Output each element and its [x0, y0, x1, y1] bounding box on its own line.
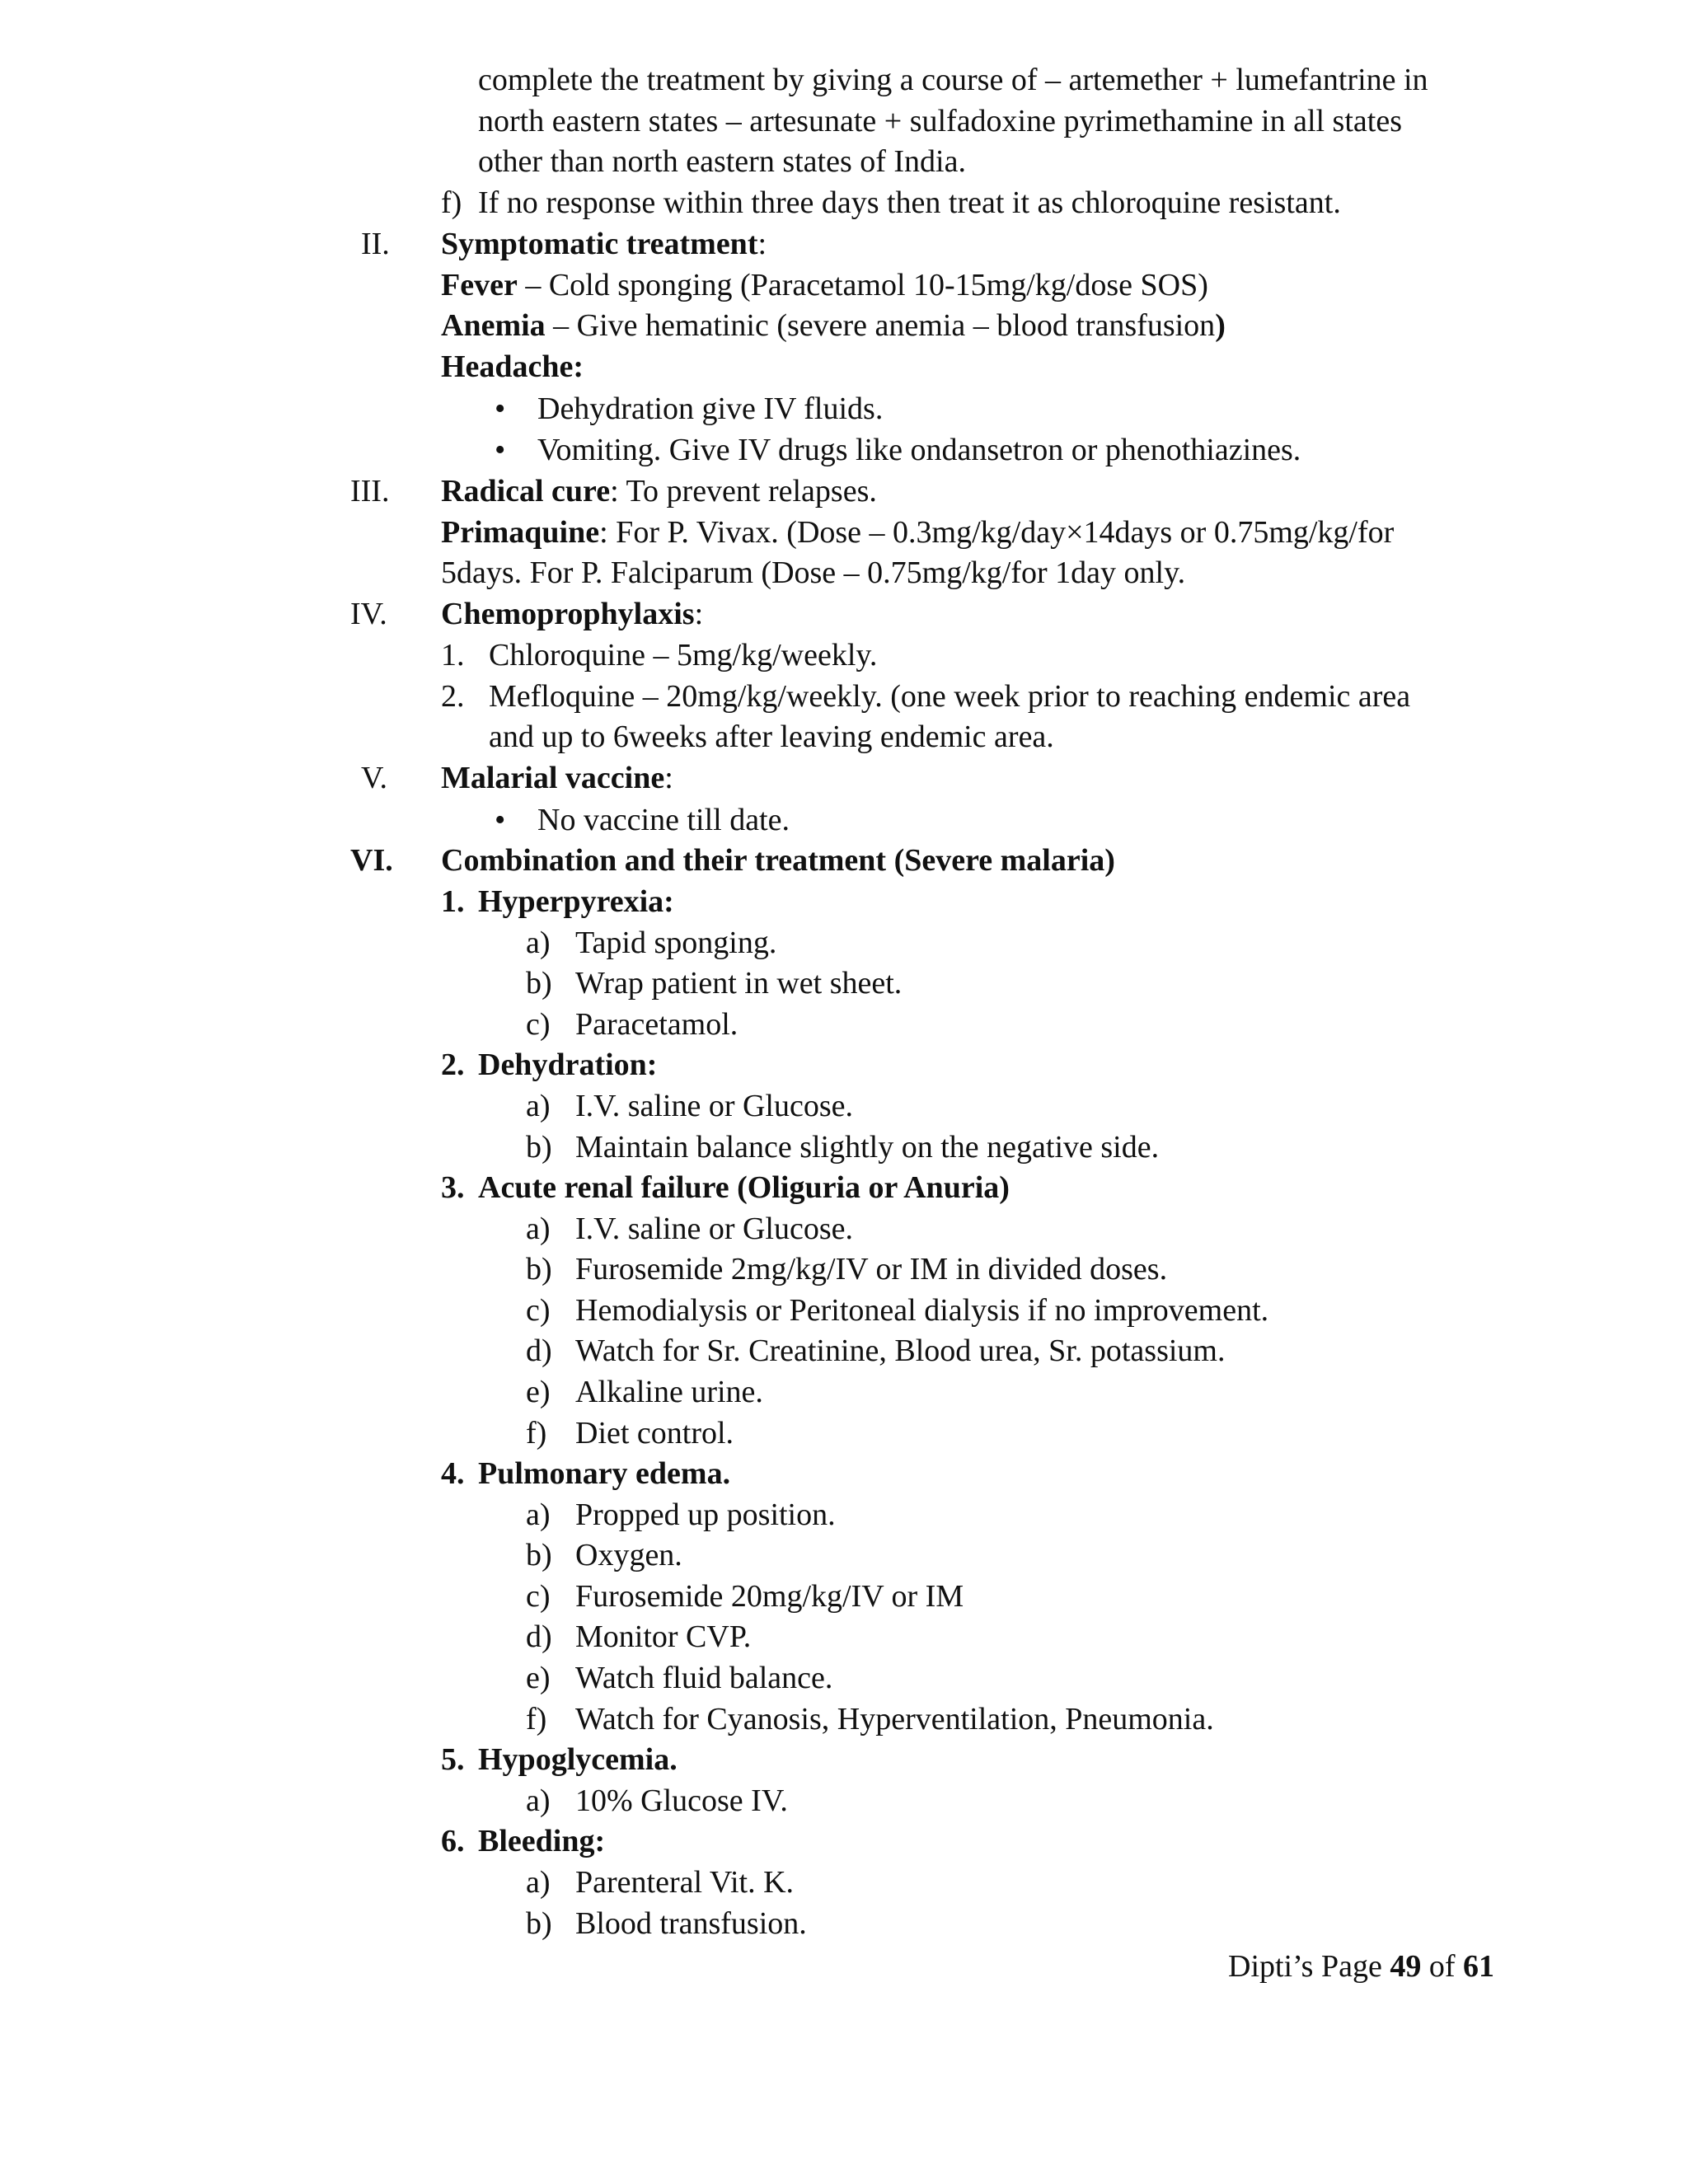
list-item-text: Chloroquine – 5mg/kg/weekly. — [489, 638, 878, 673]
bullet: • — [495, 803, 506, 837]
sub-marker: c) — [526, 1293, 551, 1328]
bullet-text: No vaccine till date. — [537, 803, 790, 837]
section-number: V. — [361, 761, 388, 795]
section-heading: Malarial vaccine: — [441, 761, 673, 795]
sub-marker: f) — [526, 1702, 547, 1736]
sub-marker: a) — [526, 926, 551, 960]
bullet-text: Dehydration give IV fluids. — [537, 391, 884, 426]
sub-item-text: I.V. saline or Glucose. — [575, 1212, 854, 1246]
sub-item-text: Alkaline urine. — [575, 1375, 763, 1409]
sub-item-text: Parenteral Vit. K. — [575, 1865, 795, 1900]
primaquine-line-2: 5days. For P. Falciparum (Dose – 0.75mg/kg/for 1day only. — [441, 555, 1186, 590]
sub-item-text: Paracetamol. — [575, 1007, 738, 1042]
fever-line: Fever – Cold sponging (Paracetamol 10-15mg/kg/dose SOS) — [441, 268, 1208, 302]
group-number: 3. — [441, 1170, 465, 1205]
list-marker: f) — [441, 185, 462, 220]
page-number: 49 — [1390, 1949, 1422, 1984]
intro-line-2: north eastern states – artesunate + sulfadoxine pyrimethamine in all states — [478, 104, 1402, 138]
section-heading: Combination and their treatment (Severe malaria) — [441, 843, 1115, 878]
list-number: 1. — [441, 638, 465, 673]
intro-line-1: complete the treatment by giving a course of – artemether + lumefantrine in — [478, 63, 1428, 97]
sub-marker: b) — [526, 1906, 552, 1941]
bullet: • — [495, 433, 506, 467]
section-number: IV. — [350, 597, 387, 631]
sub-marker: e) — [526, 1375, 551, 1409]
sub-item-text: Tapid sponging. — [575, 926, 777, 960]
sub-item-text: Furosemide 2mg/kg/IV or IM in divided doses. — [575, 1252, 1168, 1286]
sub-item-text: Furosemide 20mg/kg/IV or IM — [575, 1579, 964, 1614]
list-item-text: If no response within three days then treat it as chloroquine resistant. — [478, 185, 1341, 220]
sub-item-text: Hemodialysis or Peritoneal dialysis if no improvement. — [575, 1293, 1269, 1328]
section-number: II. — [361, 227, 390, 261]
bullet-text: Vomiting. Give IV drugs like ondansetron or phenothiazines. — [537, 433, 1301, 467]
intro-line-3: other than north eastern states of India. — [478, 144, 966, 179]
sub-item-text: Monitor CVP. — [575, 1619, 752, 1654]
sub-marker: a) — [526, 1497, 551, 1532]
sub-marker: a) — [526, 1089, 551, 1123]
section-heading: Radical cure: To prevent relapses. — [441, 474, 877, 509]
sub-marker: e) — [526, 1661, 551, 1695]
section-heading: Symptomatic treatment: — [441, 227, 767, 261]
section-heading: Chemoprophylaxis: — [441, 597, 704, 631]
group-title: Dehydration: — [478, 1047, 658, 1082]
sub-item-text: Watch for Cyanosis, Hyperventilation, Pneumonia. — [575, 1702, 1214, 1736]
sub-marker: c) — [526, 1579, 551, 1614]
primaquine-line: Primaquine: For P. Vivax. (Dose – 0.3mg/kg/day×14days or 0.75mg/kg/for — [441, 515, 1395, 550]
page-total: 61 — [1462, 1949, 1494, 1984]
sub-marker: a) — [526, 1783, 551, 1818]
anemia-line: Anemia – Give hematinic (severe anemia – blood transfusion) — [441, 308, 1226, 343]
list-item-text: Mefloquine – 20mg/kg/weekly. (one week prior to reaching endemic area — [489, 679, 1411, 714]
sub-marker: d) — [526, 1333, 552, 1368]
sub-item-text: Oxygen. — [575, 1538, 682, 1572]
group-number: 2. — [441, 1047, 465, 1082]
sub-marker: b) — [526, 966, 552, 1001]
sub-marker: c) — [526, 1007, 551, 1042]
sub-marker: a) — [526, 1212, 551, 1246]
headache-heading: Headache: — [441, 349, 584, 384]
group-title: Pulmonary edema. — [478, 1456, 731, 1491]
page-footer: Dipti’s Page 49 of 61 — [1228, 1949, 1494, 1984]
sub-item-text: Propped up position. — [575, 1497, 836, 1532]
section-number: III. — [350, 474, 390, 509]
sub-item-text: I.V. saline or Glucose. — [575, 1089, 854, 1123]
sub-item-text: Watch for Sr. Creatinine, Blood urea, Sr. potassium. — [575, 1333, 1226, 1368]
group-number: 5. — [441, 1742, 465, 1777]
group-title: Hyperpyrexia: — [478, 884, 674, 919]
sub-marker: b) — [526, 1252, 552, 1286]
group-title: Bleeding: — [478, 1824, 606, 1858]
section-number: VI. — [350, 843, 393, 878]
sub-item-text: Diet control. — [575, 1416, 734, 1451]
sub-marker: b) — [526, 1130, 552, 1165]
sub-marker: a) — [526, 1865, 551, 1900]
sub-marker: f) — [526, 1416, 547, 1451]
bullet: • — [495, 391, 506, 426]
group-number: 1. — [441, 884, 465, 919]
group-number: 6. — [441, 1824, 465, 1858]
sub-item-text: Maintain balance slightly on the negative side. — [575, 1130, 1160, 1165]
group-title: Hypoglycemia. — [478, 1742, 678, 1777]
sub-item-text: Watch fluid balance. — [575, 1661, 833, 1695]
sub-item-text: 10% Glucose IV. — [575, 1783, 788, 1818]
group-title: Acute renal failure (Oliguria or Anuria) — [478, 1170, 1010, 1205]
sub-item-text: Blood transfusion. — [575, 1906, 807, 1941]
sub-item-text: Wrap patient in wet sheet. — [575, 966, 903, 1001]
list-number: 2. — [441, 679, 465, 714]
sub-marker: b) — [526, 1538, 552, 1572]
group-number: 4. — [441, 1456, 465, 1491]
list-item-continuation: and up to 6weeks after leaving endemic area. — [489, 719, 1054, 754]
sub-marker: d) — [526, 1619, 552, 1654]
